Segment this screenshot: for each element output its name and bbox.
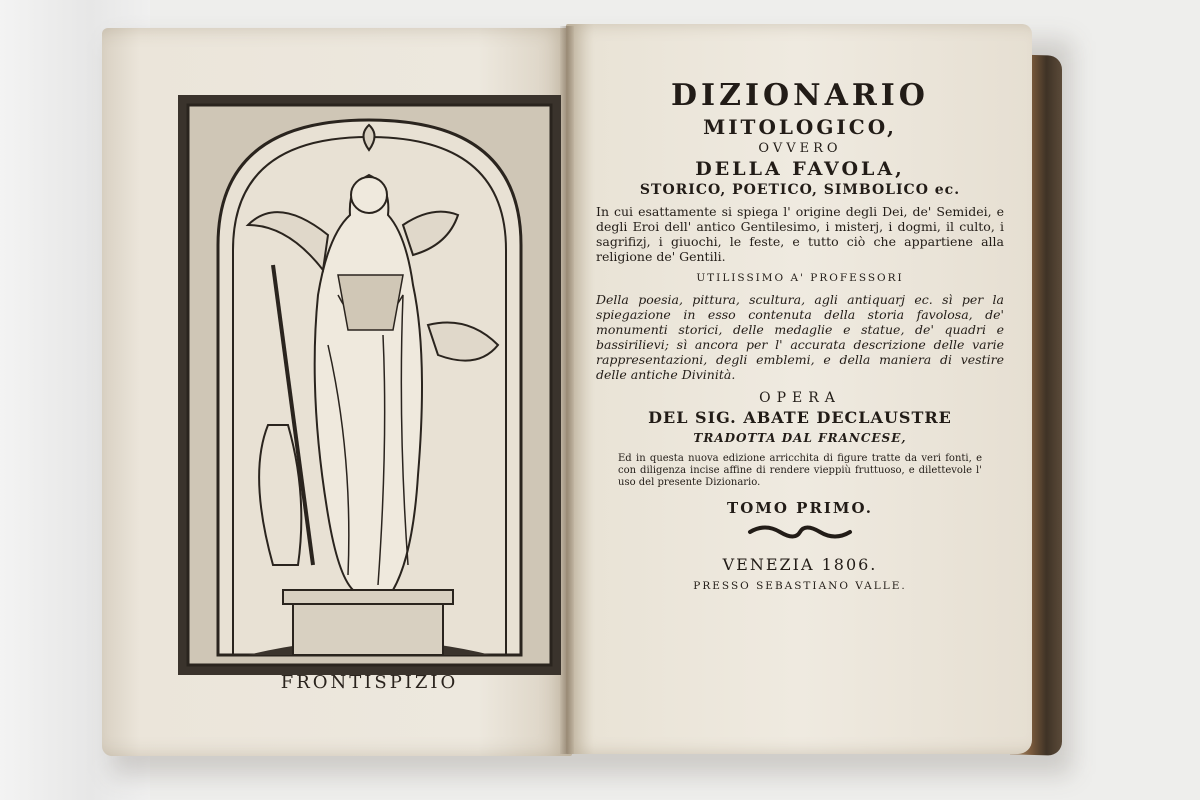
useful-to-line: UTILISSIMO A' PROFESSORI bbox=[696, 272, 904, 284]
ornament-icon bbox=[745, 523, 855, 541]
volume-line: TOMO PRIMO. bbox=[727, 499, 873, 517]
title-line-2: MITOLOGICO, bbox=[703, 115, 897, 139]
author-line: DEL SIG. ABATE DECLAUSTRE bbox=[648, 408, 952, 427]
frontispiece-caption: FRONTISPIZIO bbox=[280, 672, 459, 693]
edition-note: Ed in questa nuova edizione arricchita di figure tratte da veri fonti, e con diligenza incise affine di rendere vieppiù fruttuoso, e dilettevole l' uso del presente Dizionario. bbox=[618, 453, 982, 488]
translated-line: TRADOTTA DAL FRANCESE, bbox=[693, 431, 907, 445]
subjects-paragraph: Della poesia, pittura, scultura, agli antiquarj ec. sì per la spiegazione in esso contenuta della storia favolosa, de' monumenti storici, delle medaglie e statue, de' quadri e bassirilievi; sì ancora per l' accurata descrizione delle varie rappresentazioni, degli emblemi, e della maniera di vestire delle antiche Divinità. bbox=[596, 292, 1004, 382]
printer-line: PRESSO SEBASTIANO VALLE. bbox=[693, 580, 907, 592]
place-year-line: VENEZIA 1806. bbox=[722, 555, 878, 574]
title-line-3: OVVERO bbox=[758, 141, 842, 156]
book-gutter bbox=[560, 26, 574, 754]
title-line-5: STORICO, POETICO, SIMBOLICO ec. bbox=[639, 182, 961, 198]
frontispiece-engraving bbox=[178, 95, 561, 675]
title-main: DIZIONARIO bbox=[671, 78, 929, 113]
opera-line: OPERA bbox=[759, 390, 841, 406]
title-page bbox=[590, 70, 1010, 592]
description-paragraph: In cui esattamente si spiega l' origine degli Dei, de' Semidei, e degli Eroi dell' antico Gentilesimo, i misterj, i dogmi, il culto, i sagrifizj, i giuochi, le feste, e tutto ciò che appartiene alla religione de' Gentili. bbox=[596, 204, 1004, 264]
title-line-4: DELLA FAVOLA, bbox=[695, 158, 905, 180]
